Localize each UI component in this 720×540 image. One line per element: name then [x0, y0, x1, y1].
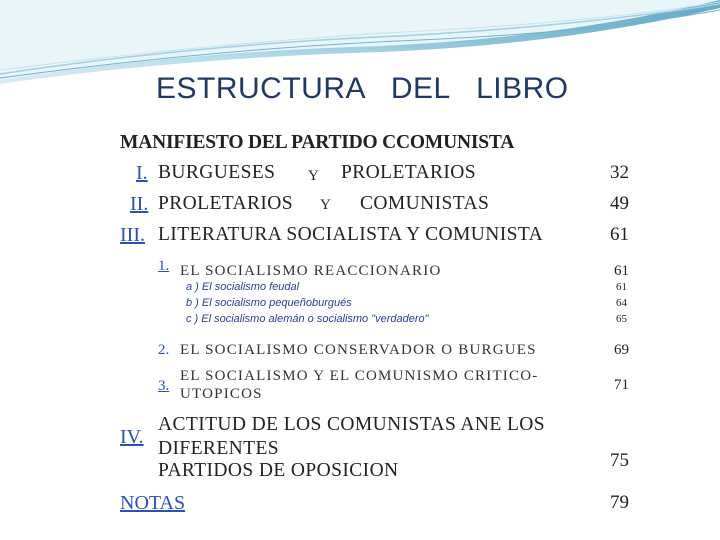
toc-chapter-i: [114, 162, 643, 186]
subitem-b-title: b ) El socialismo pequeñoburgués: [186, 297, 352, 309]
chapter-iii-title: LITERATURA SOCIALISTA Y COMUNISTA: [158, 224, 544, 245]
section-3-title-line1: EL SOCIALISMO Y EL COMUNISMO CRITICO-: [180, 368, 539, 384]
toc-notes: [114, 492, 643, 516]
section-1-page: 61: [614, 263, 629, 279]
toc-chapter-ii: [114, 193, 643, 217]
table-of-contents: [114, 128, 643, 520]
section-1-title: EL SOCIALISMO REACCIONARIO: [180, 263, 442, 279]
notes-page: 79: [610, 492, 629, 513]
subitem-c-title: c ) El socialismo alemán o socialismo "verdadero": [186, 313, 429, 325]
chapter-iii-page: 61: [610, 224, 629, 245]
section-3-title-line2: UTOPICOS: [180, 386, 263, 402]
chapter-ii-title-part3: COMUNISTAS: [360, 193, 490, 214]
chapter-iv-title-line2: DIFERENTES: [158, 438, 279, 459]
toc-section-3: [114, 368, 643, 408]
subitem-a-title: a ) El socialismo feudal: [186, 281, 300, 293]
notes-link[interactable]: NOTAS: [120, 492, 186, 514]
slide-title: ESTRUCTURA DEL LIBRO: [156, 72, 569, 105]
toc-subitem-b: [114, 297, 643, 311]
chapter-iv-title-line3: PARTIDOS DE OPOSICION: [158, 460, 399, 481]
toc-section-1: [114, 258, 643, 280]
chapter-iv-title-line1: ACTITUD DE LOS COMUNISTAS ANE LOS: [158, 414, 546, 435]
subitem-a-page: 61: [616, 281, 627, 293]
toc-section-2: [114, 342, 643, 362]
chapter-i-title-part3: PROLETARIOS: [341, 162, 477, 183]
subitem-b-page: 64: [616, 297, 627, 309]
section-2-number: 2.: [158, 342, 170, 358]
chapter-i-title-part1: BURGUESES: [158, 162, 276, 183]
section-3-link[interactable]: 3.: [158, 378, 170, 394]
toc-chapter-iii: [114, 224, 643, 248]
toc-heading: MANIFIESTO DEL PARTIDO CCOMUNISTA: [120, 132, 515, 153]
chapter-iv-page: 75: [610, 450, 629, 471]
section-1-link[interactable]: 1.: [158, 258, 170, 274]
section-2-page: 69: [614, 342, 629, 358]
subitem-c-page: 65: [616, 313, 627, 325]
chapter-ii-title-part1: PROLETARIOS: [158, 193, 294, 214]
toc-chapter-iv: [114, 414, 643, 484]
chapter-iii-link[interactable]: III.: [120, 224, 145, 246]
chapter-i-link[interactable]: I.: [136, 162, 148, 184]
chapter-i-page: 32: [610, 162, 629, 183]
toc-subitem-c: [114, 313, 643, 327]
toc-subitem-a: [114, 281, 643, 295]
chapter-iv-link[interactable]: IV.: [120, 426, 144, 448]
chapter-ii-page: 49: [610, 193, 629, 214]
section-2-title: EL SOCIALISMO CONSERVADOR O BURGUES: [180, 342, 537, 358]
section-3-page: 71: [614, 377, 629, 393]
chapter-i-title-part2: Y: [308, 168, 320, 184]
chapter-ii-link[interactable]: II.: [130, 193, 149, 215]
chapter-ii-title-part2: Y: [320, 197, 332, 213]
